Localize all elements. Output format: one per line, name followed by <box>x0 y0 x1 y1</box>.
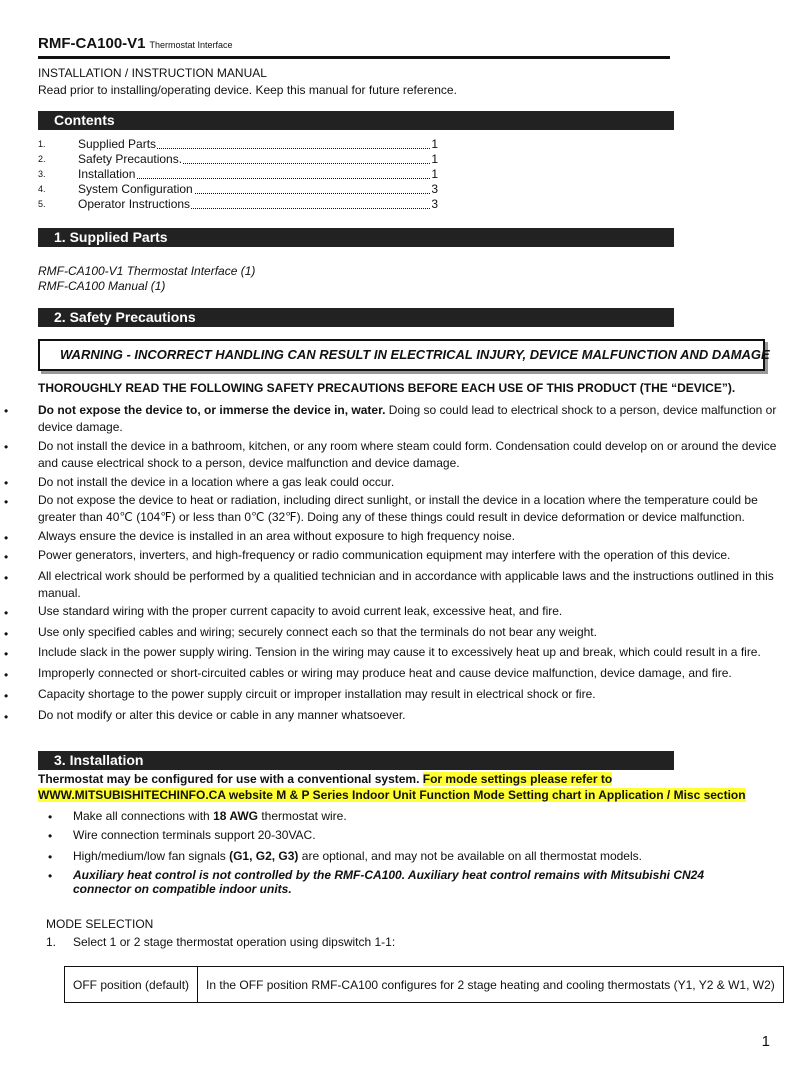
safety-item: Capacity shortage to the power supply circuit or improper installation may result in electrical shock or fire. <box>38 687 596 701</box>
bullet-icon: • <box>4 627 9 641</box>
step-number: 1. <box>46 935 57 949</box>
bullet-icon: • <box>4 404 9 418</box>
supplied-part-item: RMF-CA100-V1 Thermostat Interface (1) <box>38 264 256 278</box>
mode-table <box>64 966 784 1003</box>
installation-intro-text: Thermostat may be configured for use with a conventional system. <box>38 772 420 786</box>
toc-item[interactable] <box>38 197 438 212</box>
contents-heading: Contents <box>38 111 674 130</box>
safety-heading: 2. Safety Precautions <box>38 308 674 327</box>
toc-page: 3 <box>431 197 438 211</box>
safety-item-emphasis: Do not expose the device to, or immerse the device in, water. <box>38 403 386 417</box>
bullet-icon: • <box>4 571 9 585</box>
header-rule <box>38 56 670 59</box>
safety-item: Include slack in the power supply wiring. Tension in the wiring may cause it to excessively heat up and break, which could result in a fire. <box>38 645 761 659</box>
document-subtitle: Thermostat Interface <box>149 40 233 50</box>
toc-number: 3. <box>38 169 46 179</box>
toc-page: 1 <box>431 152 438 166</box>
supplied-parts-heading: 1. Supplied Parts <box>38 228 674 247</box>
toc-item[interactable] <box>38 137 438 152</box>
manual-type: INSTALLATION / INSTRUCTION MANUAL <box>38 66 267 80</box>
fan-signals: (G1, G2, G3) <box>229 849 299 863</box>
warning-text: WARNING - INCORRECT HANDLING CAN RESULT IN ELECTRICAL INJURY, DEVICE MALFUNCTION AND DAMAGE <box>60 347 770 362</box>
installation-item: Auxiliary heat control is not controlled by the RMF-CA100. Auxiliary heat control remains with Mitsubishi CN24 connector on compatible indoor units. <box>73 868 704 896</box>
safety-item: Power generators, inverters, and high-frequency or radio communication equipment may interfere with the operation of this device. <box>38 548 731 562</box>
safety-item: Use only specified cables and wiring; securely connect each so that the terminals do not bear any weight. <box>38 625 597 639</box>
safety-intro: THOROUGHLY READ THE FOLLOWING SAFETY PRECAUTIONS BEFORE EACH USE OF THIS PRODUCT (THE “DEVICE”). <box>38 381 736 395</box>
website-reference[interactable]: WWW.MITSUBISHITECHINFO.CA website M & P Series Indoor Unit Function Mode Setting chart in Application / Misc section <box>38 788 746 802</box>
bullet-icon: • <box>4 550 9 564</box>
safety-item: Always ensure the device is installed in an area without exposure to high frequency noise. <box>38 529 515 543</box>
bullet-icon: • <box>4 531 9 545</box>
bullet-icon: • <box>4 606 9 620</box>
bullet-icon: • <box>4 495 9 509</box>
toc-item[interactable] <box>38 182 438 197</box>
bullet-icon: • <box>4 647 9 661</box>
safety-item: Do not modify or alter this device or cable in any manner whatsoever. <box>38 708 406 722</box>
document-title <box>38 35 233 52</box>
bullet-icon: • <box>4 689 9 703</box>
installation-item: High/medium/low fan signals (G1, G2, G3) are optional, and may not be available on all thermostat models. <box>73 849 642 863</box>
safety-item: Do not expose the device to heat or radiation, including direct sunlight, or install the device in a location where the temperature could be greater than 40℃ (104℉) or less than 0℃ (32℉). Doing any of these things could result in device deformation or device malfunction. <box>38 493 758 524</box>
toc-number: 2. <box>38 154 46 164</box>
safety-item: Use standard wiring with the proper current capacity to avoid current leak, excessive heat, and fire. <box>38 604 563 618</box>
bullet-icon: • <box>4 710 9 724</box>
table-row <box>65 967 784 1003</box>
wire-gauge: 18 AWG <box>213 809 258 823</box>
toc-number: 1. <box>38 139 46 149</box>
mode-settings-note: For mode settings please refer to <box>422 772 613 786</box>
bullet-icon: • <box>48 810 53 824</box>
model-name: RMF-CA100-V1 <box>38 35 146 52</box>
installation-intro <box>38 772 612 786</box>
bullet-icon: • <box>48 829 53 843</box>
toc-label: Safety Precautions. <box>78 152 183 166</box>
installation-item: Make all connections with 18 AWG thermostat wire. <box>73 809 347 823</box>
toc-page: 1 <box>431 137 438 151</box>
table-cell-description: In the OFF position RMF-CA100 configures for 2 stage heating and cooling thermostats (Y1, Y2 & W1, W2) <box>198 967 784 1003</box>
table-cell-position: OFF position (default) <box>65 967 198 1003</box>
safety-item: Do not install the device in a bathroom, kitchen, or any room where steam could form. Condensation could develop on or around the device and cause electrical shock to a person, device malfunction and device damage. <box>38 439 777 470</box>
step-text: Select 1 or 2 stage thermostat operation using dipswitch 1-1: <box>73 935 396 949</box>
supplied-part-item: RMF-CA100 Manual (1) <box>38 279 166 293</box>
safety-item <box>38 402 790 436</box>
toc-label: Supplied Parts <box>78 137 157 151</box>
toc-label: System Configuration <box>78 182 193 196</box>
toc-label: Installation <box>78 167 136 181</box>
toc-item[interactable] <box>38 152 438 167</box>
manual-notice: Read prior to installing/operating device. Keep this manual for future reference. <box>38 83 457 97</box>
toc-page: 1 <box>431 167 438 181</box>
safety-item-text: Doing so could lead to electrical shock to a person, device malfunction or device damage. <box>38 403 777 434</box>
toc-number: 4. <box>38 184 46 194</box>
bullet-icon: • <box>4 668 9 682</box>
toc-item[interactable] <box>38 167 438 182</box>
bullet-icon: • <box>4 440 9 454</box>
toc-number: 5. <box>38 199 46 209</box>
installation-heading: 3. Installation <box>38 751 674 770</box>
bullet-icon: • <box>4 476 9 490</box>
toc-label: Operator Instructions <box>78 197 191 211</box>
page-number: 1 <box>761 1033 770 1050</box>
installation-reference <box>38 788 746 802</box>
warning-box <box>38 339 770 371</box>
safety-item: Do not install the device in a location where a gas leak could occur. <box>38 475 395 489</box>
installation-item: Wire connection terminals support 20-30VAC. <box>73 828 316 842</box>
bullet-icon: • <box>48 869 53 883</box>
safety-item: All electrical work should be performed by a qualitied technician and in accordance with applicable laws and the instructions outlined in this manual. <box>38 569 774 600</box>
toc-page: 3 <box>431 182 438 196</box>
safety-item: Improperly connected or short-circuited cables or wiring may produce heat and cause device malfunction, device damage, and fire. <box>38 666 732 680</box>
mode-selection-heading: MODE SELECTION <box>46 917 154 931</box>
bullet-icon: • <box>48 850 53 864</box>
